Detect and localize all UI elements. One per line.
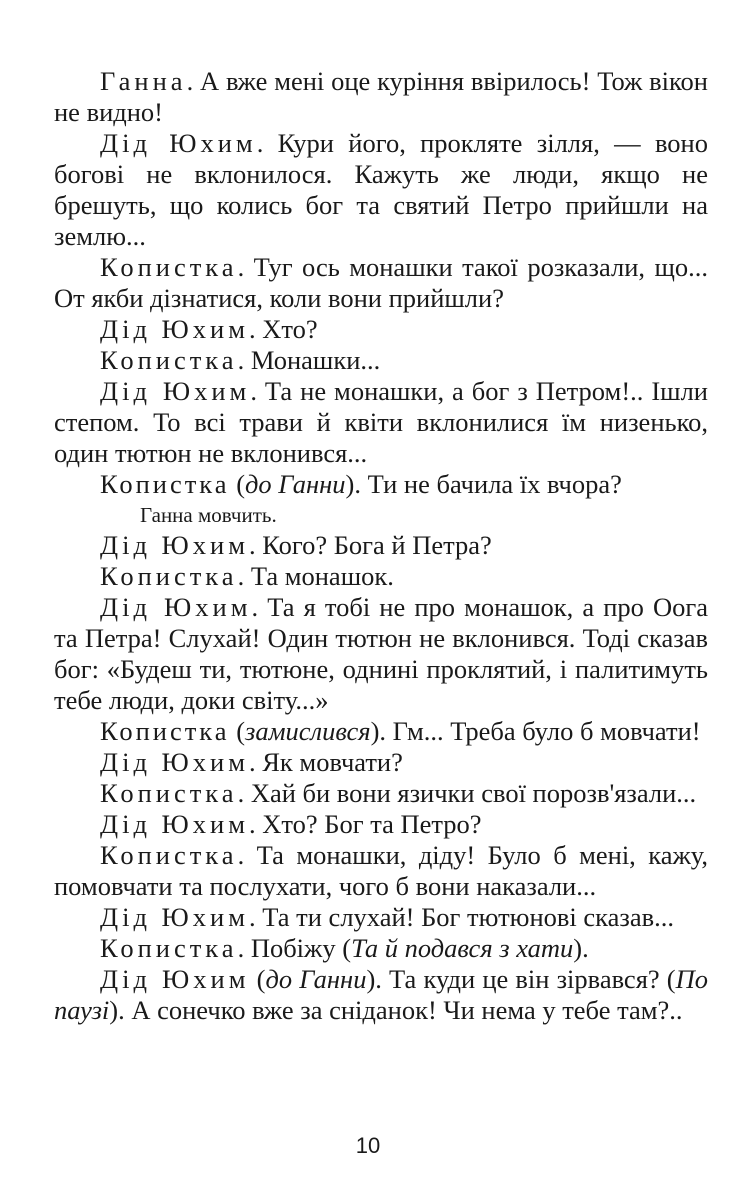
line-5: [54, 345, 708, 376]
play-text: [54, 66, 708, 1026]
stage-direction: Ганна мовчить.: [140, 503, 277, 527]
speaker-name: Копистка: [100, 933, 238, 963]
stage-note: до Ганни: [245, 469, 346, 499]
speaker-name: Дід Юхим: [100, 964, 250, 994]
line-text: . Та куди це він зірвався? (: [375, 964, 676, 994]
line-text: . Хто?: [249, 314, 318, 344]
line-text: . Монашки...: [237, 345, 381, 375]
line-14: [54, 778, 708, 809]
speaker-name: Копистка: [100, 561, 238, 591]
line-text: . Побіжу (: [237, 933, 352, 963]
line-text: . Та я тобі не про монашок, а про Оога та Петра! Слухай! Один тютюн не вклонився. Тоді сказав бог: «Будеш ти, тютюне, однині проклятий, і палитимуть тебе люди, доки світу...»: [54, 592, 708, 715]
line-13: [54, 747, 708, 778]
line-text: . Хай би вони язички свої порозв'язали...: [237, 778, 697, 808]
page-number: 10: [355, 1133, 381, 1158]
stage-note: до Ганни: [265, 964, 367, 994]
stage-note: Та й подався з хати: [351, 933, 574, 963]
line-15: [54, 809, 708, 840]
line-text: . Та не монашки, а бог з Петром!.. Ішли степом. То всі трави й квіти вклонилися їм низенько, один тютюн не вклонився...: [54, 376, 708, 468]
line-text: . Кури його, прокляте зілля, — воно богові не вклонилося. Кажуть же люди, якщо не брешуть, що колись бог та святий Петро прийшли на землю...: [54, 128, 708, 251]
line-text: . Туг ось монашки такої розказали, що... От якби дізнатися, коли вони прийшли?: [54, 252, 708, 313]
line-text: . Та монашки, діду! Було б мені, кажу, помовчати та послухати, чого б вони наказали...: [54, 840, 708, 901]
line-text: . Гм... Треба було б мовчати!: [379, 716, 701, 746]
line-text: . Та монашок.: [237, 561, 394, 591]
speaker-name: Дід Юхим: [100, 809, 249, 839]
speaker-name: Дід Юхим: [100, 128, 257, 158]
line-text: . Ти не бачила їх вчора?: [354, 469, 622, 499]
line-7: Копистка (до Ганни). Ти не бачила їх вчора?: [100, 469, 622, 499]
stage-note: замислився: [245, 716, 371, 746]
speaker-name: Дід Юхим: [100, 592, 252, 622]
line-18: [54, 933, 708, 964]
line-1: [54, 66, 708, 128]
line-17: [54, 902, 708, 933]
line-text: . А вже мені оце куріння ввірилось! Тож вікон не видно!: [54, 66, 708, 127]
speaker-name: Копистка: [100, 469, 230, 499]
line-text: . Хто? Бог та Петро?: [249, 809, 482, 839]
line-11: [54, 592, 708, 716]
speaker-name: Копистка: [100, 716, 230, 746]
line-text: . Як мовчати?: [249, 747, 403, 777]
speaker-name: Копистка: [100, 840, 238, 870]
speaker-name: Копистка: [100, 345, 238, 375]
speaker-name: Дід Юхим: [100, 747, 249, 777]
line-text-after: ). А сонечко вже за сніданок! Чи нема у тебе там?..: [109, 995, 683, 1025]
line-text: . Кого? Бога й Петра?: [249, 530, 492, 560]
speaker-name: Копистка: [100, 778, 238, 808]
line-2: [54, 128, 708, 252]
line-12: Копистка (замислився). Гм... Треба було б мовчати!: [100, 716, 701, 746]
speaker-name: Дід Юхим: [100, 376, 251, 406]
speaker-name: Ганна: [100, 66, 187, 96]
line-16: [54, 840, 708, 902]
speaker-name: Дід Юхим: [100, 530, 249, 560]
line-text: . Та ти слухай! Бог тютюнові сказав...: [249, 902, 674, 932]
speaker-name: Дід Юхим: [100, 902, 249, 932]
line-4: [54, 314, 708, 345]
line-6: [54, 376, 708, 469]
line-3: [54, 252, 708, 314]
stage-note-inline: По паузі: [54, 964, 708, 1025]
speaker-name: Копистка: [100, 252, 238, 282]
speaker-name: Дід Юхим: [100, 314, 249, 344]
line-10: [54, 561, 708, 592]
line-19: Дід Юхим (до Ганни). Та куди це він зірвався? (По паузі). А сонечко вже за сніданок! Чи нема у тебе там?..: [54, 964, 708, 1025]
line-9: [54, 530, 708, 561]
line-text-after: ).: [573, 933, 589, 963]
